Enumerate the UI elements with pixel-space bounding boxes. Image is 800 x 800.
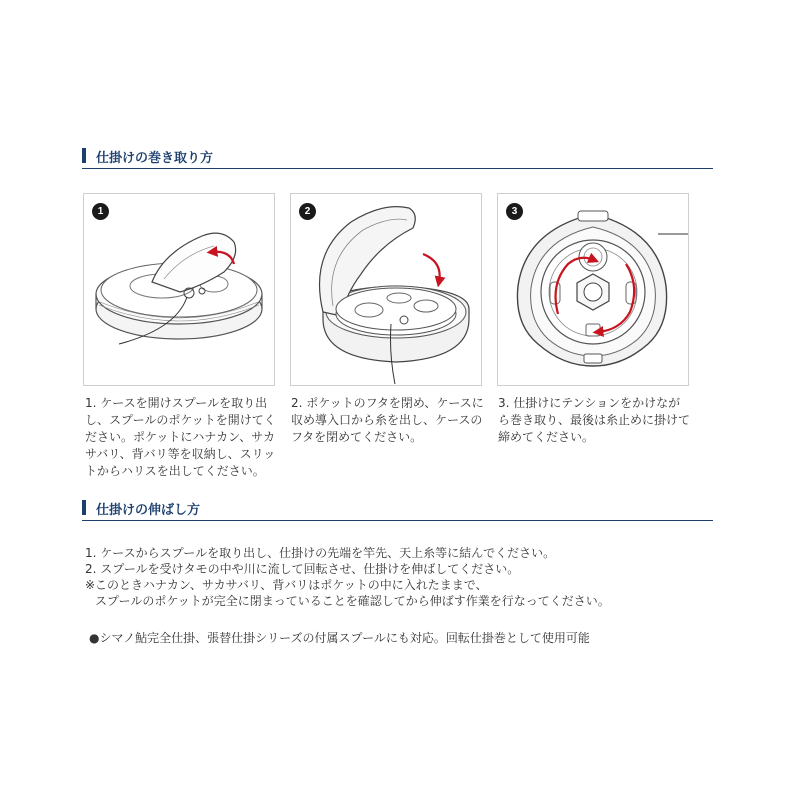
step-3-text: 3. 仕掛けにテンションをかけながら巻き取り、最後は糸止めに掛けて締めてください。 xyxy=(498,396,691,444)
step-number-badge: 3 xyxy=(506,203,523,220)
section-header-unwind xyxy=(82,498,713,521)
section-title: 仕掛けの伸ばし方 xyxy=(96,503,201,518)
section-header-wind xyxy=(82,146,713,169)
header-accent-bar xyxy=(82,148,86,163)
step-2-illustration xyxy=(290,193,482,386)
step-2-text: 2. ポケットのフタを閉め、ケースに収め導入口から糸を出し、ケースのフタを閉めてください。 xyxy=(291,396,484,444)
unwind-line: ※このときハナカン、サカサバリ、背バリはポケットの中に入れたままで、 xyxy=(85,578,488,592)
spool-open-pocket-illustration xyxy=(84,194,274,385)
section-title: 仕掛けの巻き取り方 xyxy=(96,151,214,166)
step-3-illustration xyxy=(497,193,689,386)
unwind-line: 2. スプールを受けタモの中や川に流して回転させ、仕掛けを伸ばしてください。 xyxy=(85,562,520,576)
step-1-text: 1. ケースを開けスプールを取り出し、スプールのポケットを開けてください。ポケットにハナカン、サカサバリ、背バリ等を収納し、スリットからハリスを出してください。 xyxy=(85,396,276,478)
case-close-illustration xyxy=(291,194,481,385)
step-number-badge: 1 xyxy=(92,203,109,220)
case-top-view-illustration xyxy=(498,194,688,385)
unwind-line: 1. ケースからスプールを取り出し、仕掛けの先端を竿先、天上糸等に結んでください。 xyxy=(85,546,556,560)
compatibility-note: ●シマノ鮎完全仕掛、張替仕掛シリーズの付属スプールにも対応。回転仕掛巻として使用可能 xyxy=(89,631,590,645)
header-accent-bar xyxy=(82,500,86,515)
unwind-line: スプールのポケットが完全に閉まっていることを確認してから伸ばす作業を行なってください。 xyxy=(95,594,610,608)
step-number-badge: 2 xyxy=(299,203,316,220)
step-1-illustration xyxy=(83,193,275,386)
